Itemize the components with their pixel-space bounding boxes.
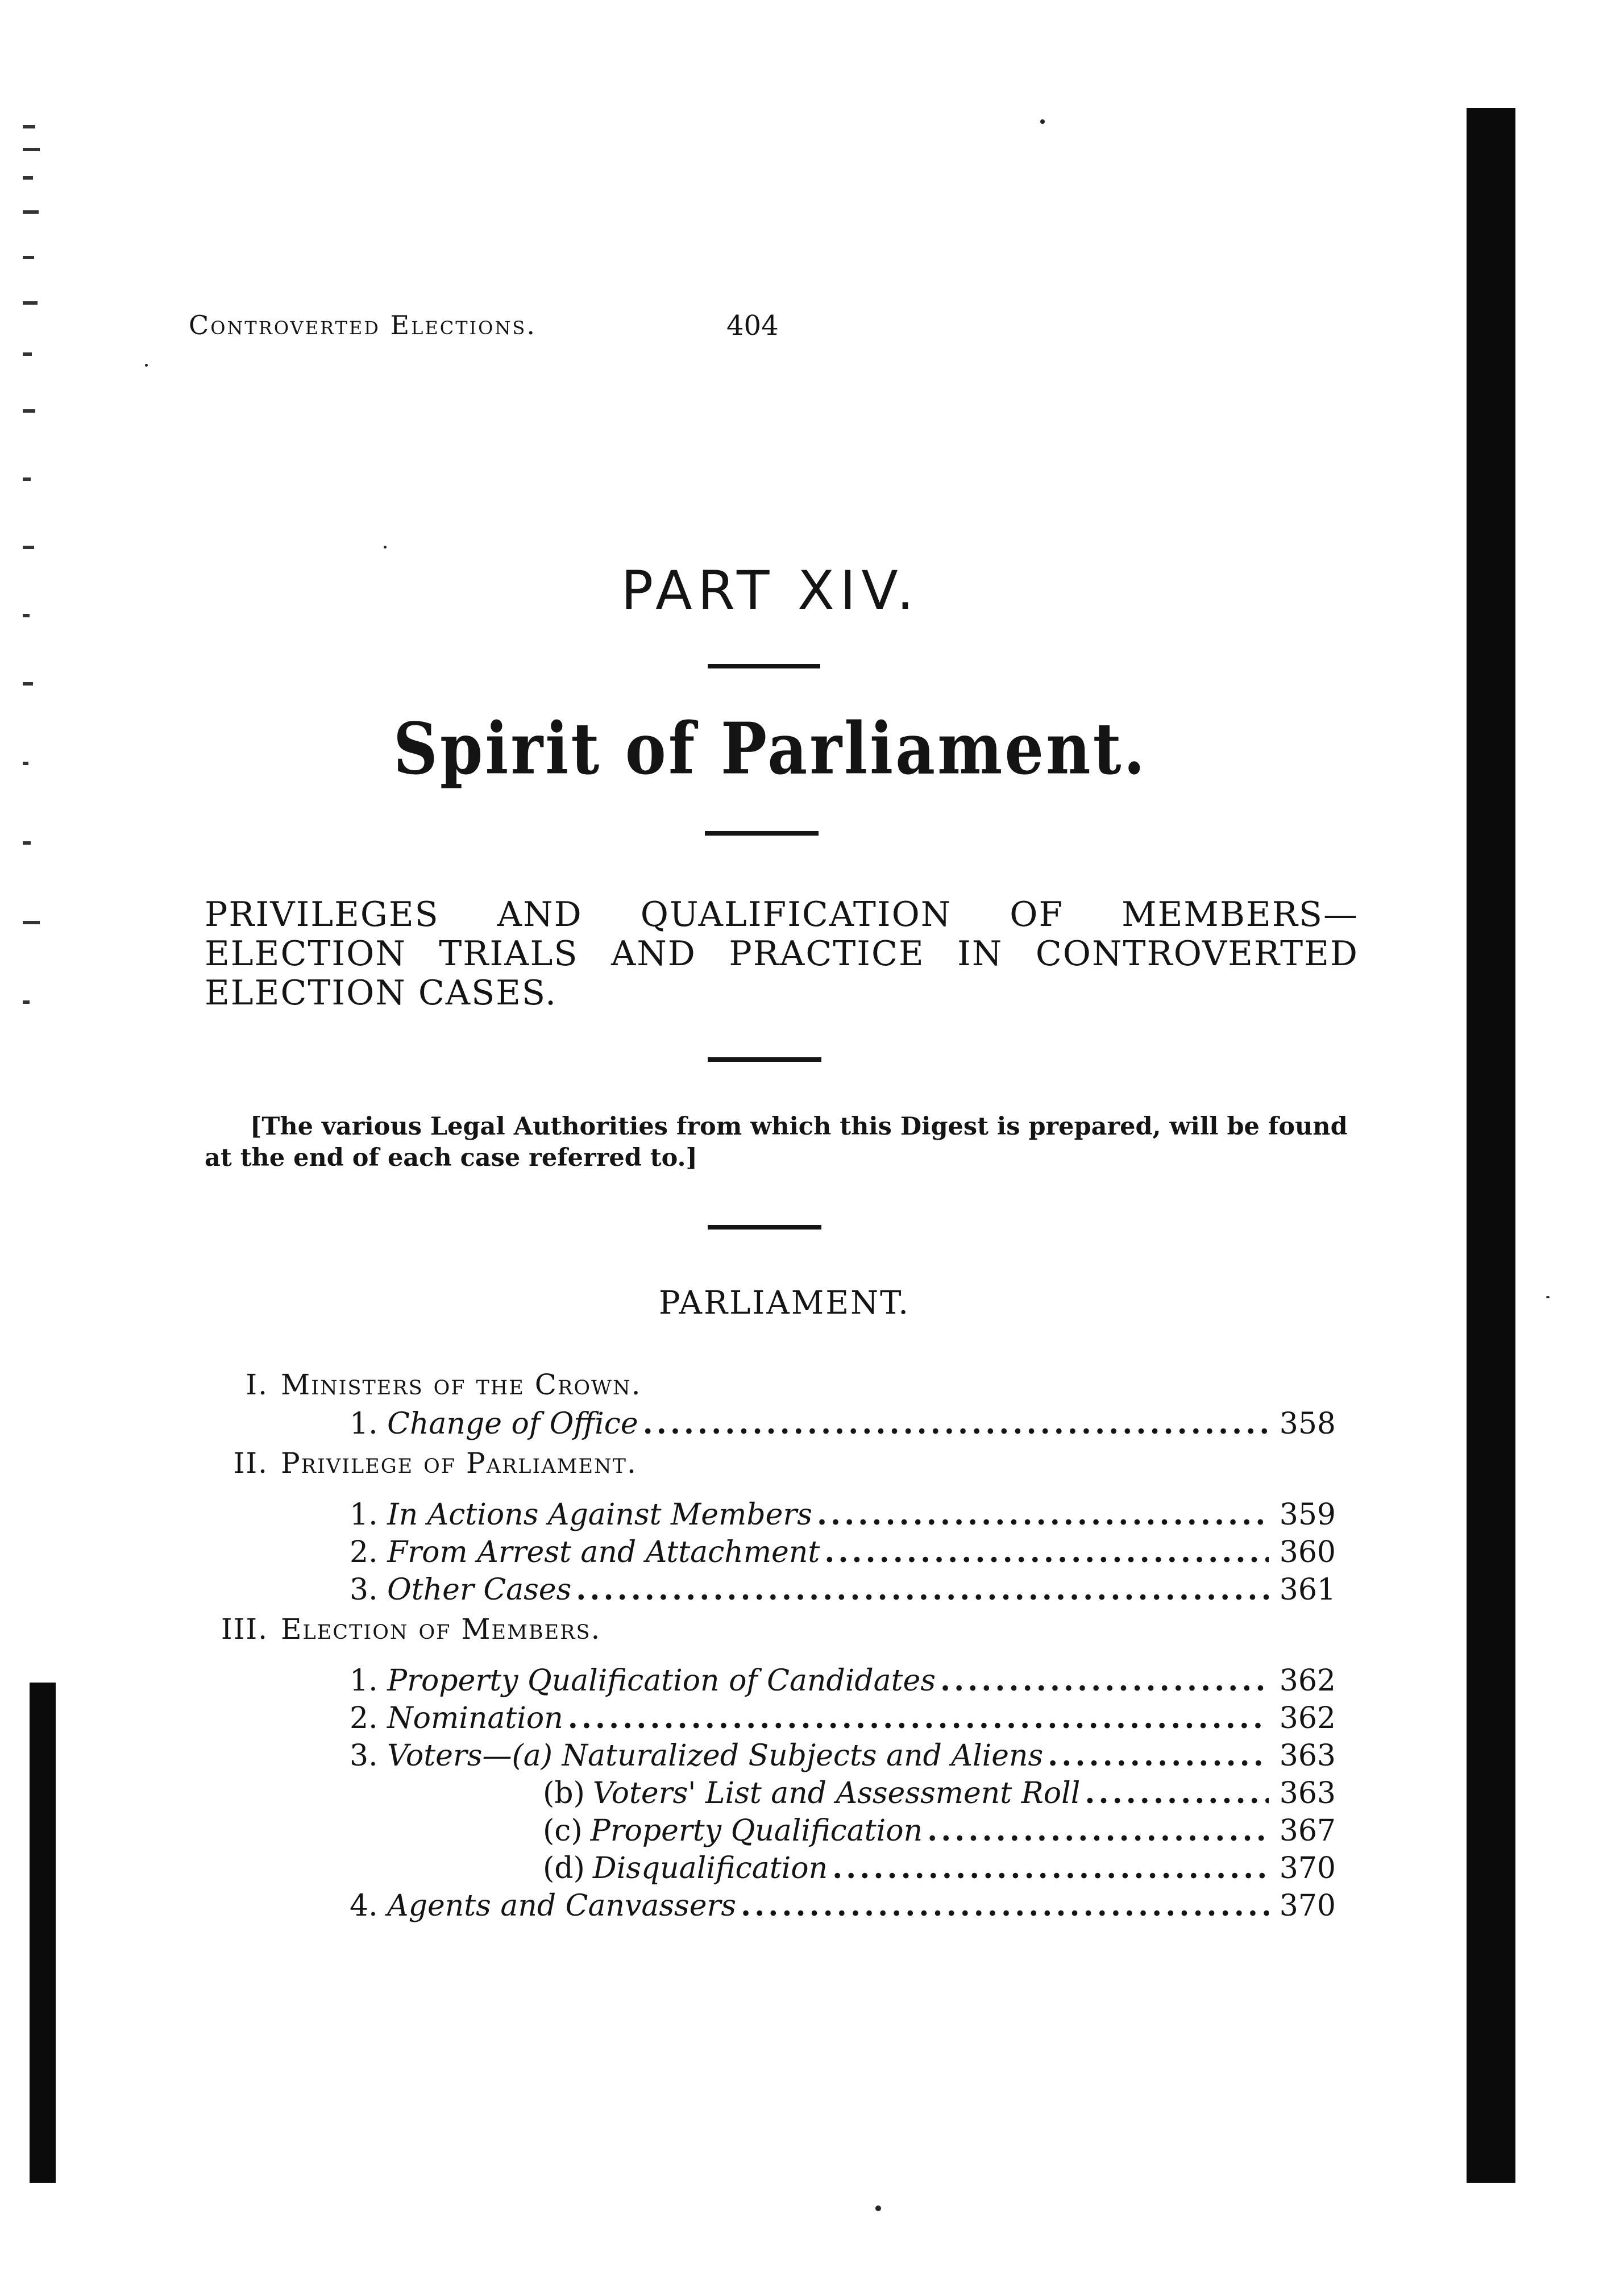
scan-speck xyxy=(145,364,148,367)
entry-number: 1. xyxy=(350,1498,378,1532)
group-title: Election of Members. xyxy=(281,1613,601,1646)
page-number: 404 xyxy=(726,310,779,342)
entry-subletter: (c) xyxy=(543,1814,583,1848)
contents-entry xyxy=(216,1737,1336,1775)
group-numeral: III. xyxy=(221,1613,268,1646)
entry-title: In Actions Against Members xyxy=(387,1498,812,1532)
entry-page: 363 xyxy=(1279,1776,1336,1810)
entry-subletter: (d) xyxy=(543,1851,585,1885)
dot-leader xyxy=(1048,1737,1269,1775)
contents-entry xyxy=(216,1700,1336,1737)
contents-group xyxy=(216,1364,1336,1443)
entry-number: 2. xyxy=(350,1535,378,1569)
contents-entry xyxy=(216,1496,1336,1534)
contents-group xyxy=(216,1609,1336,1925)
scan-speck xyxy=(384,546,387,549)
entry-page: 367 xyxy=(1279,1814,1336,1848)
dot-leader xyxy=(940,1662,1269,1700)
contents-entry xyxy=(216,1534,1336,1571)
dot-leader xyxy=(741,1887,1269,1925)
subject-text: PRIVILEGES AND QUALIFICATION OF MEMBERS—ELECTION TRIALS AND PRACTICE IN CONTROVERTED ELECTION CASES. xyxy=(205,895,1359,1013)
entry-title: Voters' List and Assessment Roll xyxy=(592,1776,1081,1810)
entry-page: 361 xyxy=(1279,1573,1336,1607)
contents-entry xyxy=(216,1850,1336,1887)
dot-leader xyxy=(568,1700,1269,1737)
entry-title: Agents and Canvassers xyxy=(387,1889,737,1923)
divider-rule xyxy=(708,1225,821,1230)
contents-entry xyxy=(216,1662,1336,1700)
entry-title: Other Cases xyxy=(387,1573,572,1607)
part-subtitle: Spirit of Parliament. xyxy=(393,708,1148,791)
divider-rule xyxy=(705,831,819,836)
scan-speck xyxy=(875,2205,881,2211)
scan-edge-bar-left xyxy=(30,1683,56,2183)
entry-title: From Arrest and Attachment xyxy=(387,1535,820,1569)
part-subject xyxy=(205,895,1359,1013)
dot-leader xyxy=(576,1571,1269,1609)
dot-leader xyxy=(643,1405,1269,1443)
entry-title: Property Qualification xyxy=(590,1814,923,1848)
authorities-note: [The various Legal Authorities from which this Digest is prepared, will be found at the end of each case referred to.] xyxy=(205,1112,1348,1173)
scan-edge-bar-right xyxy=(1467,108,1515,2183)
dot-leader xyxy=(927,1812,1269,1850)
entry-page: 362 xyxy=(1279,1664,1336,1698)
contents-entry xyxy=(216,1775,1336,1812)
entry-title: Disqualification xyxy=(592,1851,828,1885)
divider-rule xyxy=(708,664,820,668)
entry-page: 362 xyxy=(1279,1701,1336,1735)
dot-leader xyxy=(824,1534,1269,1571)
contents-entry xyxy=(216,1812,1336,1850)
contents-group xyxy=(216,1443,1336,1609)
contents-entry xyxy=(216,1405,1336,1443)
dot-leader xyxy=(832,1850,1269,1887)
entry-title: Nomination xyxy=(387,1701,563,1735)
section-heading: PARLIAMENT. xyxy=(658,1285,911,1322)
entry-page: 370 xyxy=(1279,1851,1336,1885)
entry-number: 1. xyxy=(350,1664,378,1698)
group-numeral: II. xyxy=(233,1447,268,1480)
entry-title: Change of Office xyxy=(387,1407,638,1441)
entry-subletter: (b) xyxy=(543,1776,585,1810)
contents-list xyxy=(216,1364,1336,1925)
group-heading xyxy=(216,1609,1336,1650)
entry-number: 2. xyxy=(350,1701,378,1735)
entry-page: 370 xyxy=(1279,1889,1336,1923)
entry-number: 3. xyxy=(350,1739,378,1773)
group-title: Privilege of Parliament. xyxy=(281,1447,637,1480)
entry-number: 1. xyxy=(350,1407,378,1441)
entry-number: 3. xyxy=(350,1573,378,1607)
group-heading xyxy=(216,1443,1336,1484)
entry-title: Property Qualification of Candidates xyxy=(387,1664,936,1698)
entry-title: Voters—(a) Naturalized Subjects and Aliens xyxy=(387,1739,1044,1773)
contents-entry xyxy=(216,1887,1336,1925)
entry-number: 4. xyxy=(350,1889,378,1923)
scan-speck xyxy=(1040,119,1045,124)
group-heading xyxy=(216,1364,1336,1405)
contents-entry xyxy=(216,1571,1336,1609)
entry-page: 363 xyxy=(1279,1739,1336,1773)
dot-leader xyxy=(1085,1775,1269,1812)
running-head: Controverted Elections. xyxy=(189,310,537,340)
part-title: PART XIV. xyxy=(621,560,920,622)
entry-page: 360 xyxy=(1279,1535,1336,1569)
dot-leader xyxy=(817,1496,1269,1534)
entry-page: 359 xyxy=(1279,1498,1336,1532)
entry-page: 358 xyxy=(1279,1407,1336,1441)
group-title: Ministers of the Crown. xyxy=(281,1368,642,1401)
group-numeral: I. xyxy=(246,1368,268,1401)
divider-rule xyxy=(708,1057,821,1062)
